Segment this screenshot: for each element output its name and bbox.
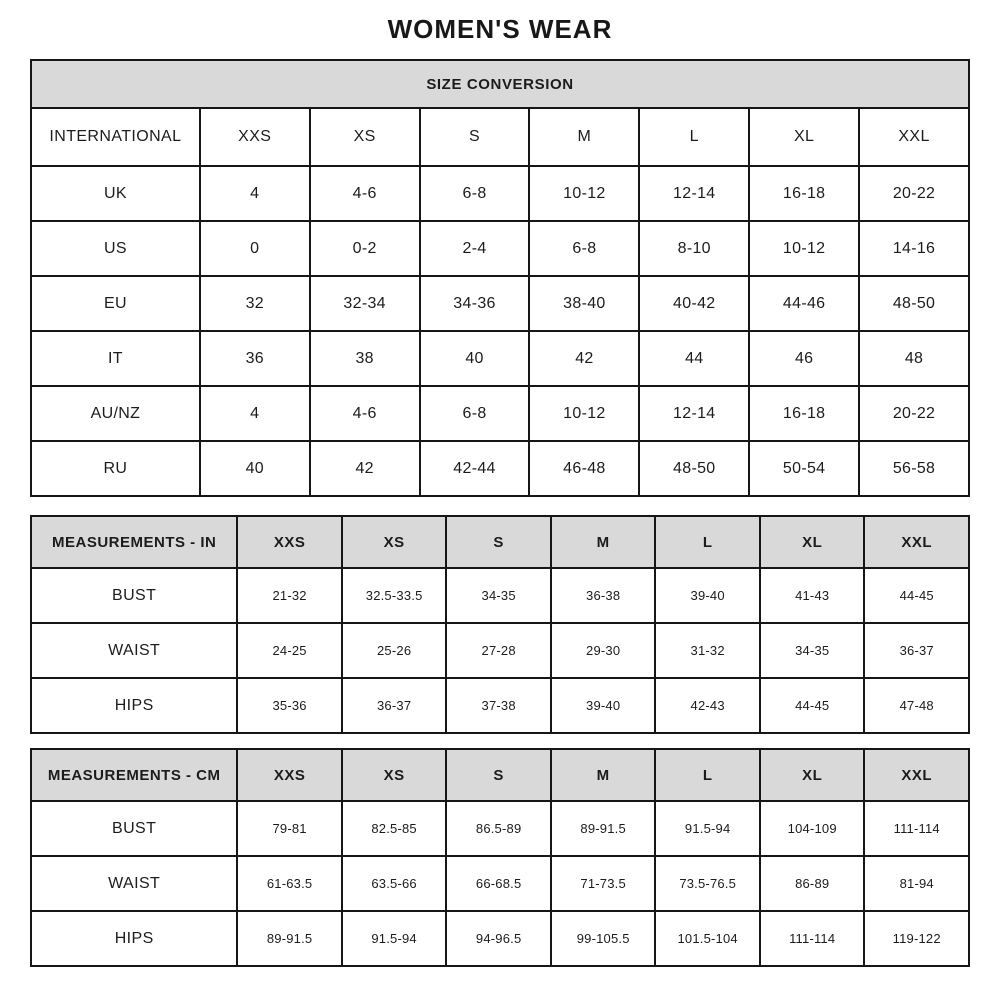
cell-value: 38 [310,331,420,386]
cell-value: 50-54 [749,441,859,496]
cell-value: 66-68.5 [446,856,551,911]
table-row [31,441,969,496]
column-header: XS [342,749,447,801]
column-header-row [31,516,969,568]
cell-value: 6-8 [529,221,639,276]
cell-value: 63.5-66 [342,856,447,911]
table-title-row [31,60,969,108]
cell-value: 34-35 [760,623,865,678]
cell-value: 36-37 [864,623,969,678]
table-gap [30,497,970,505]
cell-value: 73.5-76.5 [655,856,760,911]
column-header: L [655,516,760,568]
cell-value: 25-26 [342,623,447,678]
cell-value: 44-46 [749,276,859,331]
cell-value: 0-2 [310,221,420,276]
column-header: L [639,108,749,166]
cell-value: 81-94 [864,856,969,911]
cell-value: 27-28 [446,623,551,678]
row-label: WAIST [31,623,237,678]
row-label: AU/NZ [31,386,200,441]
cell-value: 48 [859,331,969,386]
cell-value: 40-42 [639,276,749,331]
cell-value: 91.5-94 [342,911,447,966]
cell-value: 4-6 [310,166,420,221]
cell-value: 104-109 [760,801,865,856]
cell-value: 35-36 [237,678,342,733]
table-row [31,276,969,331]
cell-value: 94-96.5 [446,911,551,966]
cell-value: 34-35 [446,568,551,623]
cell-value: 4 [200,166,310,221]
row-label: WAIST [31,856,237,911]
column-header: M [529,108,639,166]
cell-value: 29-30 [551,623,656,678]
cell-value: 36 [200,331,310,386]
cell-value: 42 [310,441,420,496]
cell-value: 4 [200,386,310,441]
cell-value: 12-14 [639,386,749,441]
column-header: MEASUREMENTS - IN [31,516,237,568]
cell-value: 46 [749,331,859,386]
cell-value: 91.5-94 [655,801,760,856]
cell-value: 24-25 [237,623,342,678]
cell-value: 36-37 [342,678,447,733]
cell-value: 12-14 [639,166,749,221]
cell-value: 42 [529,331,639,386]
cell-value: 8-10 [639,221,749,276]
column-header: XXS [200,108,310,166]
cell-value: 16-18 [749,386,859,441]
cell-value: 4-6 [310,386,420,441]
cell-value: 10-12 [749,221,859,276]
cell-value: 99-105.5 [551,911,656,966]
column-header: L [655,749,760,801]
cell-value: 31-32 [655,623,760,678]
cell-value: 42-43 [655,678,760,733]
table-row [31,911,969,966]
column-header: S [446,749,551,801]
table-row [31,386,969,441]
table-row [31,623,969,678]
cell-value: 111-114 [864,801,969,856]
column-header: S [420,108,530,166]
column-header: S [446,516,551,568]
cell-value: 32-34 [310,276,420,331]
column-header: XXL [859,108,969,166]
cell-value: 71-73.5 [551,856,656,911]
column-header: XXS [237,516,342,568]
column-header: XL [760,749,865,801]
cell-value: 6-8 [420,166,530,221]
cell-value: 32 [200,276,310,331]
measurements-in-table [30,515,970,734]
cell-value: 14-16 [859,221,969,276]
table-row [31,221,969,276]
size-conversion-table [30,59,970,497]
cell-value: 101.5-104 [655,911,760,966]
cell-value: 34-36 [420,276,530,331]
cell-value: 10-12 [529,166,639,221]
column-header: M [551,516,656,568]
column-header: INTERNATIONAL [31,108,200,166]
cell-value: 39-40 [551,678,656,733]
cell-value: 16-18 [749,166,859,221]
cell-value: 32.5-33.5 [342,568,447,623]
column-header: XXL [864,749,969,801]
cell-value: 10-12 [529,386,639,441]
cell-value: 86.5-89 [446,801,551,856]
cell-value: 89-91.5 [551,801,656,856]
column-header: XS [342,516,447,568]
cell-value: 48-50 [639,441,749,496]
column-header: XL [760,516,865,568]
row-label: RU [31,441,200,496]
cell-value: 6-8 [420,386,530,441]
cell-value: 86-89 [760,856,865,911]
cell-value: 39-40 [655,568,760,623]
table-row [31,331,969,386]
column-header: M [551,749,656,801]
cell-value: 61-63.5 [237,856,342,911]
row-label: UK [31,166,200,221]
table-gap [30,734,970,738]
cell-value: 2-4 [420,221,530,276]
cell-value: 40 [420,331,530,386]
cell-value: 56-58 [859,441,969,496]
column-header: XL [749,108,859,166]
cell-value: 44-45 [760,678,865,733]
row-label: BUST [31,801,237,856]
column-header: XXL [864,516,969,568]
cell-value: 46-48 [529,441,639,496]
column-header: MEASUREMENTS - CM [31,749,237,801]
table-row [31,801,969,856]
row-label: HIPS [31,911,237,966]
cell-value: 41-43 [760,568,865,623]
table-row [31,856,969,911]
table-row [31,166,969,221]
cell-value: 47-48 [864,678,969,733]
cell-value: 79-81 [237,801,342,856]
row-label: EU [31,276,200,331]
cell-value: 0 [200,221,310,276]
cell-value: 21-32 [237,568,342,623]
row-label: IT [31,331,200,386]
row-label: HIPS [31,678,237,733]
cell-value: 38-40 [529,276,639,331]
cell-value: 42-44 [420,441,530,496]
cell-value: 48-50 [859,276,969,331]
table-row [31,568,969,623]
table-row [31,678,969,733]
cell-value: 44 [639,331,749,386]
measurements-cm-table [30,748,970,967]
cell-value: 82.5-85 [342,801,447,856]
cell-value: 44-45 [864,568,969,623]
column-header: XS [310,108,420,166]
column-header: XXS [237,749,342,801]
row-label: US [31,221,200,276]
page-title: WOMEN'S WEAR [387,14,613,44]
cell-value: 89-91.5 [237,911,342,966]
table-title: SIZE CONVERSION [31,60,969,108]
cell-value: 37-38 [446,678,551,733]
cell-value: 20-22 [859,166,969,221]
column-header-row [31,749,969,801]
cell-value: 36-38 [551,568,656,623]
column-header-row [31,108,969,166]
cell-value: 111-114 [760,911,865,966]
cell-value: 119-122 [864,911,969,966]
cell-value: 20-22 [859,386,969,441]
cell-value: 40 [200,441,310,496]
row-label: BUST [31,568,237,623]
